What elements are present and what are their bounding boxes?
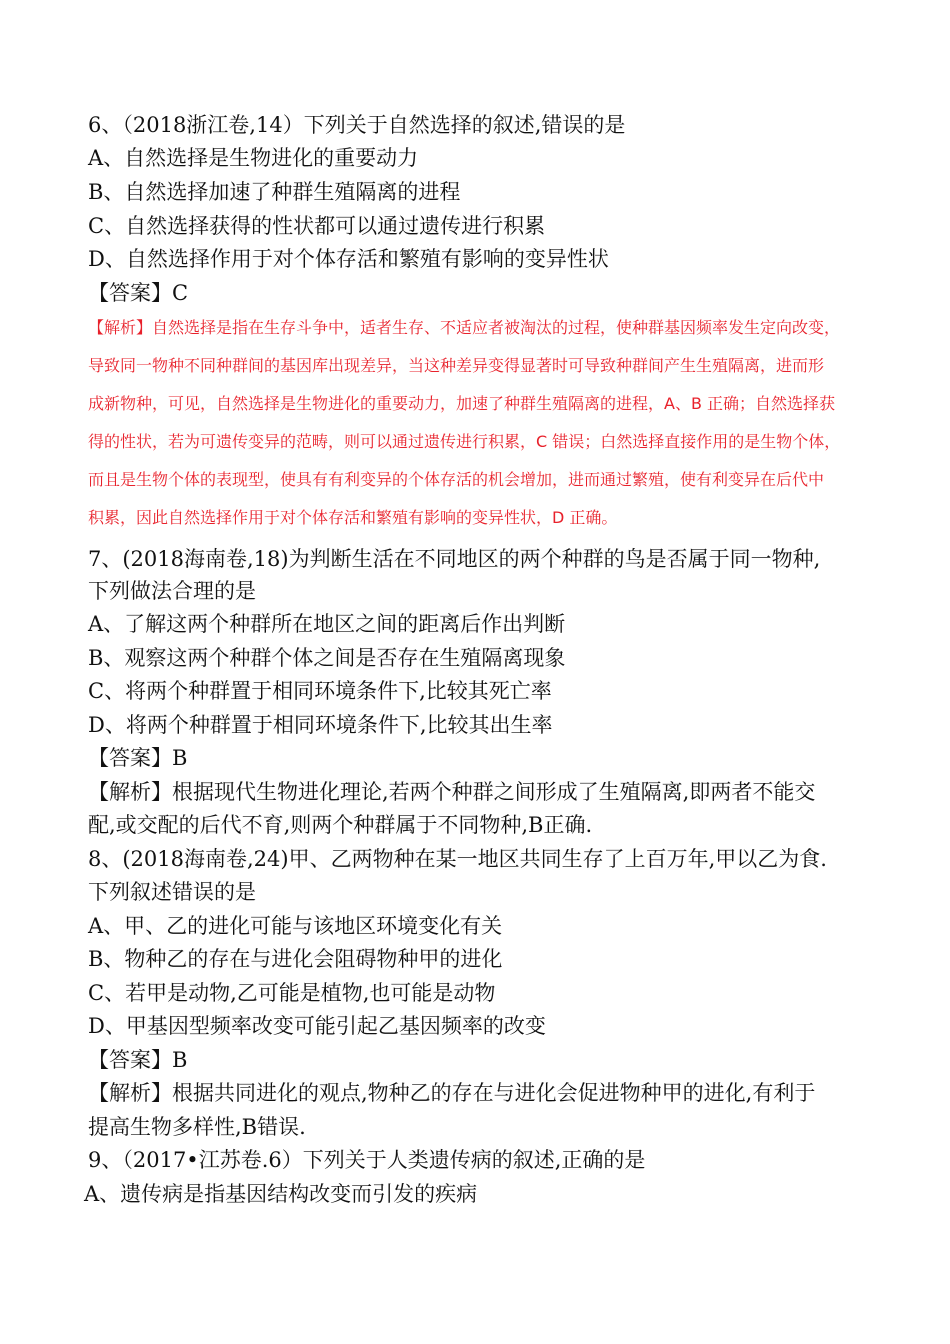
q8-analysis-line: 【解析】根据共同进化的观点,物种乙的存在与进化会促进物种甲的进化,有利于 [88, 1081, 816, 1105]
q6-analysis-line: 成新物种，可见，自然选择是生物进化的重要动力，加速了种群生殖隔离的进程，A、B 正确；自然选择获 [88, 394, 836, 413]
q7-analysis-line: 配,或交配的后代不育,则两个种群属于不同物种,B正确. [88, 813, 593, 837]
q6-analysis-line: 得的性状，若为可遗传变异的范畴，则可以通过遗传进行积累，C 错误；白然选择直接作用的是生物个体， [88, 432, 841, 451]
q7-analysis-line: 【解析】根据现代生物进化理论,若两个种群之间形成了生殖隔离,即两者不能交 [88, 780, 816, 804]
q7-option-b: B、观察这两个种群个体之间是否存在生殖隔离现象 [88, 646, 566, 670]
q8-option-c: C、若甲是动物,乙可能是植物,也可能是动物 [88, 981, 496, 1005]
q7-option-d: D、将两个种群置于相同环境条件下,比较其出生率 [88, 713, 553, 737]
q6-analysis-line: 【解析】自然选择是指在生存斗争中，适者生存、不适应者被淘汰的过程，使种群基因频率发生定向改变， [88, 318, 841, 337]
q9-option-a: A、遗传病是指基因结构改变而引发的疾病 [84, 1182, 478, 1206]
q8-analysis-line: 提高生物多样性,B错误. [88, 1115, 306, 1139]
q8-answer: 【答案】B [88, 1048, 188, 1072]
q6-option-d: D、自然选择作用于对个体存活和繁殖有影响的变异性状 [88, 247, 609, 271]
q8-stem-line: 8、(2018海南卷,24)甲、乙两物种在某一地区共同生存了上百万年,甲以乙为食. [88, 847, 827, 871]
q8-option-b: B、物种乙的存在与进化会阻碍物种甲的进化 [88, 947, 503, 971]
q7-option-c: C、将两个种群置于相同环境条件下,比较其死亡率 [88, 679, 552, 703]
q8-stem-line: 下列叙述错误的是 [88, 880, 256, 904]
q6-option-b: B、自然选择加速了种群生殖隔离的进程 [88, 180, 461, 204]
q6-option-a: A、自然选择是生物进化的重要动力 [88, 146, 419, 170]
q7-stem-line: 7、(2018海南卷,18)为判断生活在不同地区的两个种群的鸟是否属于同一物种, [88, 547, 821, 571]
q6-option-c: C、自然选择获得的性状都可以通过遗传进行积累 [88, 214, 546, 238]
q6-analysis-line: 而且是生物个体的表现型，使具有有利变异的个体存活的机会增加，进而通过繁殖，使有利变异在后代中 [88, 470, 825, 489]
q8-option-a: A、甲、乙的进化可能与该地区环境变化有关 [88, 914, 503, 938]
q7-answer: 【答案】B [88, 746, 188, 770]
q8-option-d: D、甲基因型频率改变可能引起乙基因频率的改变 [88, 1014, 546, 1038]
q7-option-a: A、了解这两个种群所在地区之间的距离后作出判断 [88, 612, 566, 636]
q6-analysis-line: 导致同一物种不同种群间的基因库出现差异，当这种差异变得显著时可导致种群间产生生殖隔离，进而形 [88, 356, 825, 375]
q6-analysis-line: 积累，因此自然选择作用于对个体存活和繁殖有影响的变异性状，D 正确。 [88, 508, 618, 527]
q9-stem: 9、（2017•江苏卷.6）下列关于人类遗传病的叙述,正确的是 [88, 1148, 646, 1172]
q7-stem-line: 下列做法合理的是 [88, 579, 256, 603]
q6-answer: 【答案】C [88, 281, 189, 305]
q6-stem: 6、（2018浙江卷,14）下列关于自然选择的叙述,错误的是 [88, 113, 626, 137]
